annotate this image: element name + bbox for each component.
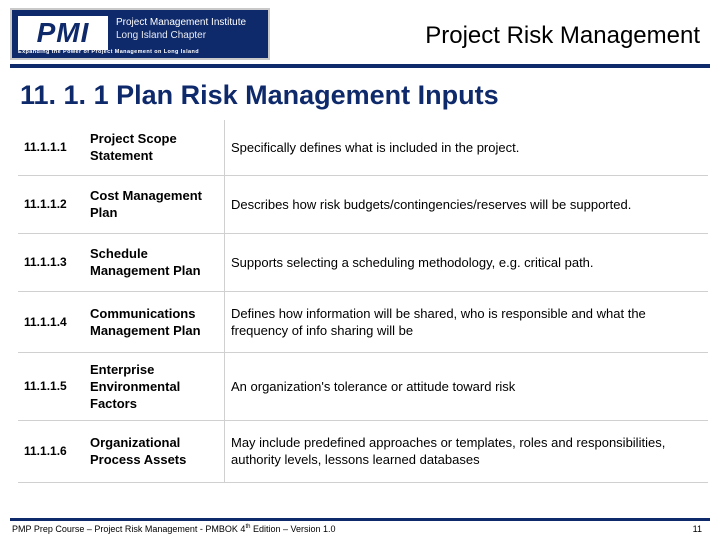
row-name: Communications Management Plan <box>86 291 225 352</box>
table-row <box>18 120 708 175</box>
logo-tagline: Expanding the Power of Project Management on Long Island <box>18 49 199 55</box>
row-number: 11.1.1.5 <box>18 352 86 420</box>
row-description: Describes how risk budgets/contingencies/reserves will be supported. <box>225 175 709 233</box>
page-heading: 11. 1. 1 Plan Risk Management Inputs <box>20 80 499 110</box>
row-name: Cost Management Plan <box>86 175 225 233</box>
table-row <box>18 175 708 233</box>
footer-text-edition: Edition – Version 1.0 <box>250 524 336 534</box>
row-name: Schedule Management Plan <box>86 233 225 291</box>
footer-divider <box>10 518 710 521</box>
slide-title: Project Risk Management <box>425 22 700 49</box>
pmi-logo-mark: PMI <box>18 16 108 50</box>
row-number: 11.1.1.2 <box>18 175 86 233</box>
row-number: 11.1.1.3 <box>18 233 86 291</box>
footer-superscript: th <box>245 524 251 530</box>
row-number: 11.1.1.6 <box>18 420 86 482</box>
row-description: Specifically defines what is included in the project. <box>225 120 709 175</box>
table-row <box>18 352 708 420</box>
logo-org-line2: Long Island Chapter <box>116 30 207 41</box>
row-number: 11.1.1.1 <box>18 120 86 175</box>
footer-course-text <box>12 524 336 534</box>
table-row <box>18 233 708 291</box>
inputs-table <box>18 120 708 483</box>
row-description: An organization's tolerance or attitude toward risk <box>225 352 709 420</box>
header-divider <box>10 64 710 68</box>
row-number: 11.1.1.4 <box>18 291 86 352</box>
footer-text-main: PMP Prep Course – Project Risk Management - PMBOK 4 <box>12 524 246 534</box>
pmi-logo <box>10 8 270 60</box>
row-description: Defines how information will be shared, who is responsible and what the frequency of info sharing will be <box>225 291 709 352</box>
row-description: May include predefined approaches or templates, roles and responsibilities, authority levels, lessons learned databases <box>225 420 709 482</box>
row-description: Supports selecting a scheduling methodology, e.g. critical path. <box>225 233 709 291</box>
table-row <box>18 420 708 482</box>
row-name: Organizational Process Assets <box>86 420 225 482</box>
row-name: Enterprise Environmental Factors <box>86 352 225 420</box>
page-number: 11 <box>692 524 702 534</box>
logo-org-name <box>116 16 266 50</box>
row-name: Project Scope Statement <box>86 120 225 175</box>
table-row <box>18 291 708 352</box>
logo-org-line1: Project Management Institute <box>116 17 247 28</box>
